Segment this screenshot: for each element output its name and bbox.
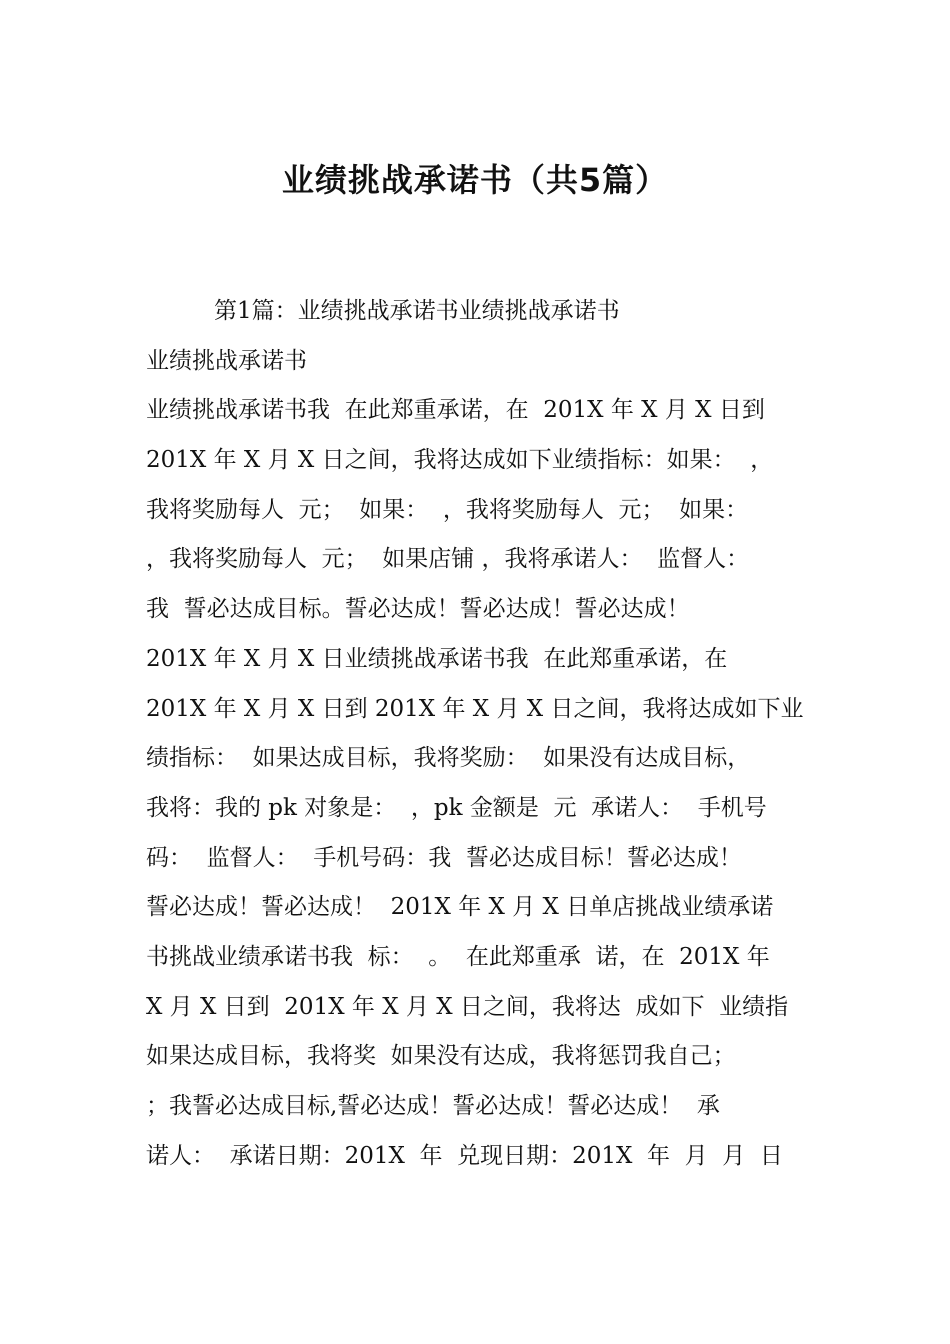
body-line: 书挑战业绩承诺书我 标： 。 在此郑重承 诺，在 201X 年: [146, 943, 770, 970]
document-body: [146, 287, 822, 1181]
body-line: ，我将奖励每人 元； 如果店铺 ，我将承诺人： 监督人：: [146, 546, 750, 573]
body-line: X 月 X 日到 201X 年 X 月 X 日之间，我将达 成如下 业绩指: [146, 993, 789, 1020]
body-line: 业绩挑战承诺书: [146, 347, 307, 374]
body-line: 誓必达成！誓必达成！ 201X 年 X 月 X 日单店挑战业绩承诺: [146, 894, 774, 921]
body-line: 码： 监督人： 手机号码：我 誓必达成目标！誓必达成！: [146, 844, 742, 871]
body-line: 诺人： 承诺日期：201X 年 兑现日期：201X 年 月 月 日: [146, 1142, 783, 1169]
body-line: 我将：我的 pk 对象是： ，pk 金额是 元 承诺人： 手机号: [146, 794, 767, 821]
body-line: ；我誓必达成目标,誓必达成！誓必达成！誓必达成！ 承: [146, 1093, 720, 1119]
body-line: 201X 年 X 月 X 日之间，我将达成如下业绩指标：如果： ，: [146, 447, 774, 474]
body-line: 201X 年 X 月 X 日业绩挑战承诺书我 在此郑重承诺，在: [146, 645, 728, 672]
section-heading: 第1篇：业绩挑战承诺书业绩挑战承诺书: [214, 298, 620, 324]
document-title: 业绩挑战承诺书（共5篇）: [281, 161, 669, 199]
body-line: 业绩挑战承诺书我 在此郑重承诺，在 201X 年 X 月 X 日到: [146, 397, 765, 424]
body-line: 我将奖励每人 元； 如果： ，我将奖励每人 元； 如果：: [146, 496, 749, 523]
body-line: 绩指标： 如果达成目标，我将奖励： 如果没有达成目标，: [146, 745, 751, 772]
body-line: 如果达成目标，我将奖 如果没有达成，我将惩罚我自己；: [146, 1043, 736, 1070]
body-line: 我 誓必达成目标。誓必达成！誓必达成！誓必达成！: [146, 596, 690, 623]
body-line: 201X 年 X 月 X 日到 201X 年 X 月 X 日之间，我将达成如下业: [146, 695, 804, 722]
